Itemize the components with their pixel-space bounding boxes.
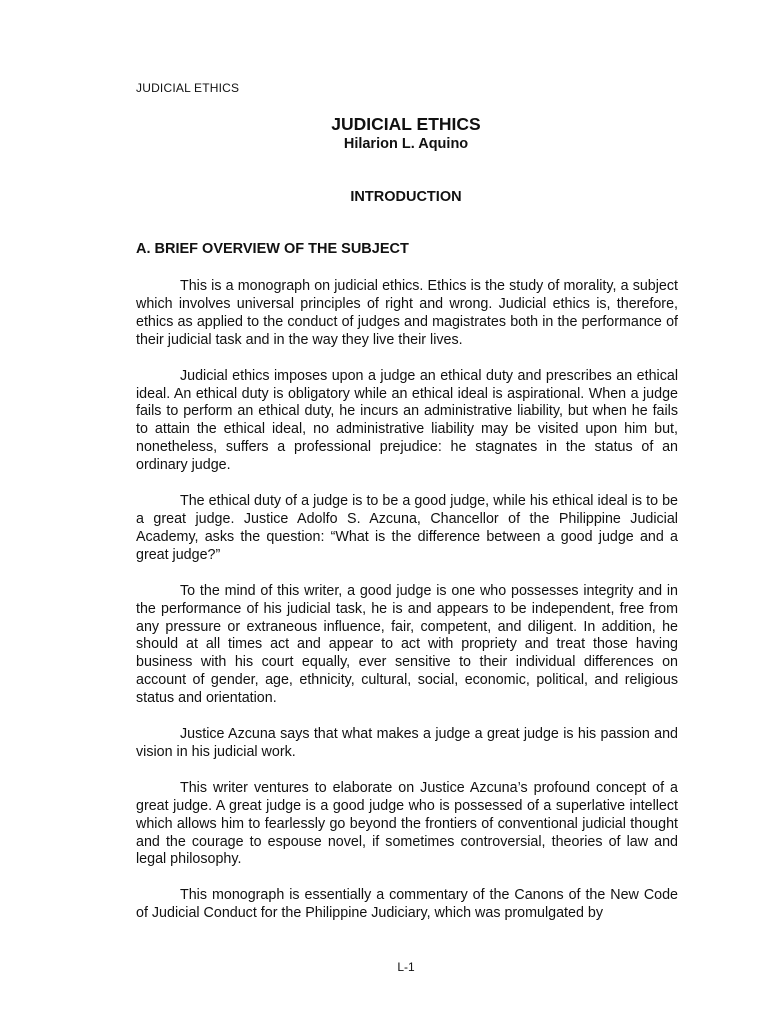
document-title: JUDICIAL ETHICS	[331, 114, 481, 134]
running-header: JUDICIAL ETHICS	[136, 81, 240, 95]
paragraph: This monograph is essentially a commentary of the Canons of the New Code of Judicial Conduct for the Philippine Judiciary, which was promulgated by	[136, 887, 678, 922]
paragraph: To the mind of this writer, a good judge is one who possesses integrity and in the performance of his judicial task, he is and appears to be independent, free from any pressure or extraneous influence, fair, competent, and diligent. In addition, he should at all times act and appear to act with propriety and treat those having business with his court equally, ever sensitive to their individual differences on account of gender, age, ethnicity, cultural, social, economic, political, and religious status and orientation.	[136, 582, 678, 707]
author-name: Hilarion L. Aquino	[343, 136, 469, 152]
paragraph: Judicial ethics imposes upon a judge an ethical duty and prescribes an ethical ideal. An ethical duty is obligatory while an ethical ideal is aspirational. When a judge fails to perform an ethical duty, he incurs an administrative liability, but when he fails to attain the ethical ideal, no administrative liability may be visited upon him but, nonetheless, suffers a professional prejudice: he stagnates in the status of an ordinary judge.	[136, 367, 678, 474]
body-text	[136, 278, 678, 941]
subsection-heading: A. BRIEF OVERVIEW OF THE SUBJECT	[136, 241, 409, 257]
paragraph: This is a monograph on judicial ethics. Ethics is the study of morality, a subject which involves universal principles of right and wrong. Judicial ethics is, therefore, ethics as applied to the conduct of judges and magistrates both in the performance of their judicial task and in the way they live their lives.	[136, 278, 678, 348]
page-number: L-1	[397, 960, 415, 974]
paragraph: Justice Azcuna says that what makes a judge a great judge is his passion and vision in his judicial work.	[136, 726, 678, 760]
paragraph: This writer ventures to elaborate on Justice Azcuna’s profound concept of a great judge. A great judge is a good judge who is possessed of a superlative intellect which allows him to fearlessly go beyond the frontiers of conventional judicial thought and the courage to espouse novel, if sometimes controversial, theories of law and legal philosophy.	[136, 779, 678, 868]
paragraph: The ethical duty of a judge is to be a good judge, while his ethical ideal is to be a great judge. Justice Adolfo S. Azcuna, Chancellor of the Philippine Judicial Academy, asks the question: “What is the difference between a good judge and a great judge?”	[136, 493, 678, 563]
section-heading: INTRODUCTION	[350, 189, 462, 205]
